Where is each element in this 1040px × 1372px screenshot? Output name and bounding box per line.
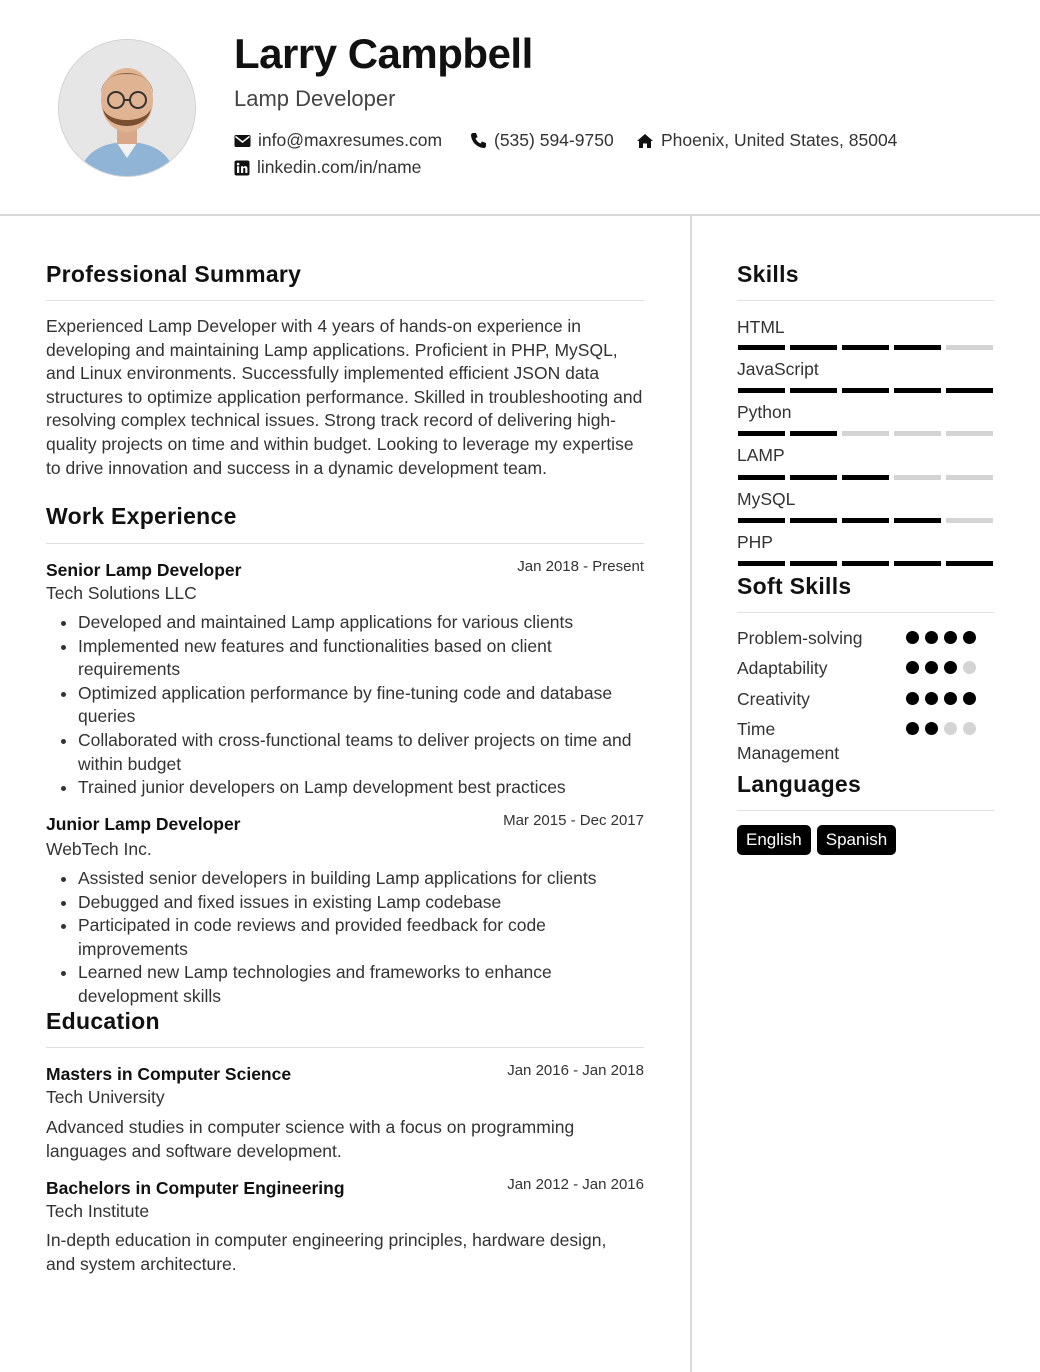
degree-title: Masters in Computer Science	[46, 1064, 292, 1084]
job-bullets	[46, 611, 648, 800]
soft-dot-filled	[963, 692, 976, 705]
skill-segment-filled	[738, 475, 785, 480]
skill-segment-filled	[790, 561, 837, 566]
soft-dot-filled	[906, 661, 919, 674]
language-tag: English	[737, 825, 811, 855]
skill-name: PHP	[737, 532, 773, 552]
phone-icon	[470, 132, 487, 149]
soft-dot-filled	[906, 631, 919, 644]
skill-segment-filled	[842, 345, 889, 350]
skill-segment-filled	[738, 561, 785, 566]
job-bullet: • Collaborated with cross-functional teams to deliver projects on time and within budget	[78, 729, 648, 776]
soft-skills-rule	[737, 612, 994, 613]
job-bullet: • Debugged and fixed issues in existing Lamp codebase	[78, 891, 648, 915]
summary-heading: Professional Summary	[46, 261, 302, 287]
skill-segment-empty	[894, 431, 941, 436]
summary-rule	[46, 300, 644, 301]
skill-segment-filled	[894, 561, 941, 566]
skill-segment-filled	[790, 518, 837, 523]
soft-dot-filled	[925, 631, 938, 644]
languages-rule	[737, 810, 994, 811]
soft-skill-name: Problem-solving	[737, 628, 863, 648]
skill-segment-filled	[842, 518, 889, 523]
candidate-name: Larry Campbell	[234, 30, 533, 77]
location-text: Phoenix, United States, 85004	[661, 130, 898, 150]
education-rule	[46, 1047, 644, 1048]
linkedin-text: linkedin.com/in/name	[257, 157, 422, 177]
summary-text: Experienced Lamp Developer with 4 years of hands-on experience in developing and maintaining Lamp applications. Proficient in PHP, MySQL, and Linux environments. Successfully implemented efficient JSON data structures to optimize application performance. Skilled in troubleshooting and resolving complex technical issues. Strong track record of delivering high-quality projects on time and within budget. Looking to leverage my expertise to drive innovation and success in a dynamic development team.	[46, 316, 643, 478]
skill-segment-filled	[790, 431, 837, 436]
skill-segment-filled	[790, 388, 837, 393]
degree-description: Advanced studies in computer science with a focus on programming languages and software development.	[46, 1117, 575, 1161]
linkedin-contact[interactable]	[234, 157, 421, 178]
skill-name: Python	[737, 402, 792, 422]
soft-skills-heading: Soft Skills	[737, 573, 852, 599]
phone-contact[interactable]	[470, 130, 614, 151]
skill-segment-filled	[738, 345, 785, 350]
skill-segment-filled	[842, 561, 889, 566]
skill-segment-empty	[946, 345, 993, 350]
skill-segment-empty	[894, 475, 941, 480]
job-bullet: • Optimized application performance by fine-tuning code and database queries	[78, 682, 648, 729]
school-name: Tech Institute	[46, 1201, 150, 1221]
skill-name: HTML	[737, 317, 785, 337]
soft-dot-filled	[906, 722, 919, 735]
degree-date: Jan 2012 - Jan 2016	[507, 1176, 644, 1193]
skill-segment-filled	[946, 561, 993, 566]
phone-text: (535) 594-9750	[494, 130, 614, 150]
soft-dot-filled	[925, 722, 938, 735]
skill-segment-filled	[894, 518, 941, 523]
skill-name: MySQL	[737, 489, 796, 509]
skill-level-bar	[738, 561, 993, 566]
languages-heading: Languages	[737, 771, 862, 797]
skill-segment-empty	[946, 431, 993, 436]
soft-dot-empty	[963, 661, 976, 674]
soft-skill-name: Adaptability	[737, 658, 828, 678]
skill-segment-filled	[738, 431, 785, 436]
soft-dot-filled	[944, 661, 957, 674]
email-text: info@maxresumes.com	[258, 130, 443, 150]
skill-name: LAMP	[737, 445, 785, 465]
language-tags	[737, 825, 896, 855]
soft-dot-filled	[944, 692, 957, 705]
degree-description: In-depth education in computer engineering principles, hardware design, and system architecture.	[46, 1230, 607, 1274]
experience-rule	[46, 543, 644, 544]
skill-segment-filled	[790, 345, 837, 350]
job-company: WebTech Inc.	[46, 839, 152, 859]
school-name: Tech University	[46, 1087, 165, 1107]
degree-title: Bachelors in Computer Engineering	[46, 1178, 345, 1198]
soft-dot-filled	[906, 692, 919, 705]
job-bullet: • Implemented new features and functionalities based on client requirements	[78, 635, 648, 682]
job-bullet: • Participated in code reviews and provided feedback for code improvements	[78, 914, 648, 961]
skill-segment-empty	[946, 518, 993, 523]
skills-heading: Skills	[737, 261, 799, 287]
soft-skill-dots	[906, 661, 976, 674]
skill-name: JavaScript	[737, 359, 819, 379]
soft-skill-name: Creativity	[737, 689, 810, 709]
home-icon	[636, 133, 654, 149]
soft-skill-dots	[906, 692, 976, 705]
soft-skill-dots	[906, 631, 976, 644]
column-divider	[690, 216, 692, 1372]
language-tag: Spanish	[817, 825, 896, 855]
skill-segment-empty	[946, 475, 993, 480]
skill-segment-filled	[842, 388, 889, 393]
skill-level-bar	[738, 475, 993, 480]
skill-level-bar	[738, 518, 993, 523]
skill-segment-filled	[894, 388, 941, 393]
job-company: Tech Solutions LLC	[46, 583, 197, 603]
soft-dot-filled	[925, 661, 938, 674]
profile-photo	[58, 39, 196, 177]
soft-dot-empty	[944, 722, 957, 735]
experience-heading: Work Experience	[46, 503, 237, 529]
resume-header	[0, 0, 1040, 216]
skill-level-bar	[738, 345, 993, 350]
skill-segment-filled	[946, 388, 993, 393]
degree-date: Jan 2016 - Jan 2018	[507, 1062, 644, 1079]
job-title: Senior Lamp Developer	[46, 560, 242, 580]
job-title: Junior Lamp Developer	[46, 814, 241, 834]
skills-rule	[737, 300, 994, 301]
job-date: Jan 2018 - Present	[517, 558, 644, 575]
linkedin-icon	[234, 160, 250, 176]
skill-level-bar	[738, 388, 993, 393]
email-contact[interactable]	[234, 130, 442, 151]
soft-skill-name: Time Management	[737, 719, 840, 763]
job-bullet: • Assisted senior developers in building Lamp applications for clients	[78, 867, 648, 891]
job-bullet: • Learned new Lamp technologies and frameworks to enhance development skills	[78, 961, 648, 1008]
job-bullets	[46, 867, 648, 1009]
skill-segment-filled	[842, 475, 889, 480]
skill-segment-filled	[738, 388, 785, 393]
candidate-title: Lamp Developer	[234, 86, 396, 111]
job-bullet: • Developed and maintained Lamp applications for various clients	[78, 611, 648, 635]
soft-dot-empty	[963, 722, 976, 735]
envelope-icon	[234, 134, 251, 148]
education-heading: Education	[46, 1008, 160, 1034]
skill-segment-filled	[894, 345, 941, 350]
soft-skill-dots	[906, 722, 976, 735]
job-date: Mar 2015 - Dec 2017	[503, 812, 644, 829]
soft-dot-filled	[944, 631, 957, 644]
skill-level-bar	[738, 431, 993, 436]
job-bullet: • Trained junior developers on Lamp development best practices	[78, 776, 648, 800]
person-avatar-icon	[59, 40, 195, 176]
location-contact	[636, 130, 897, 151]
soft-dot-filled	[925, 692, 938, 705]
soft-dot-filled	[963, 631, 976, 644]
skill-segment-filled	[790, 475, 837, 480]
skill-segment-empty	[842, 431, 889, 436]
skill-segment-filled	[738, 518, 785, 523]
